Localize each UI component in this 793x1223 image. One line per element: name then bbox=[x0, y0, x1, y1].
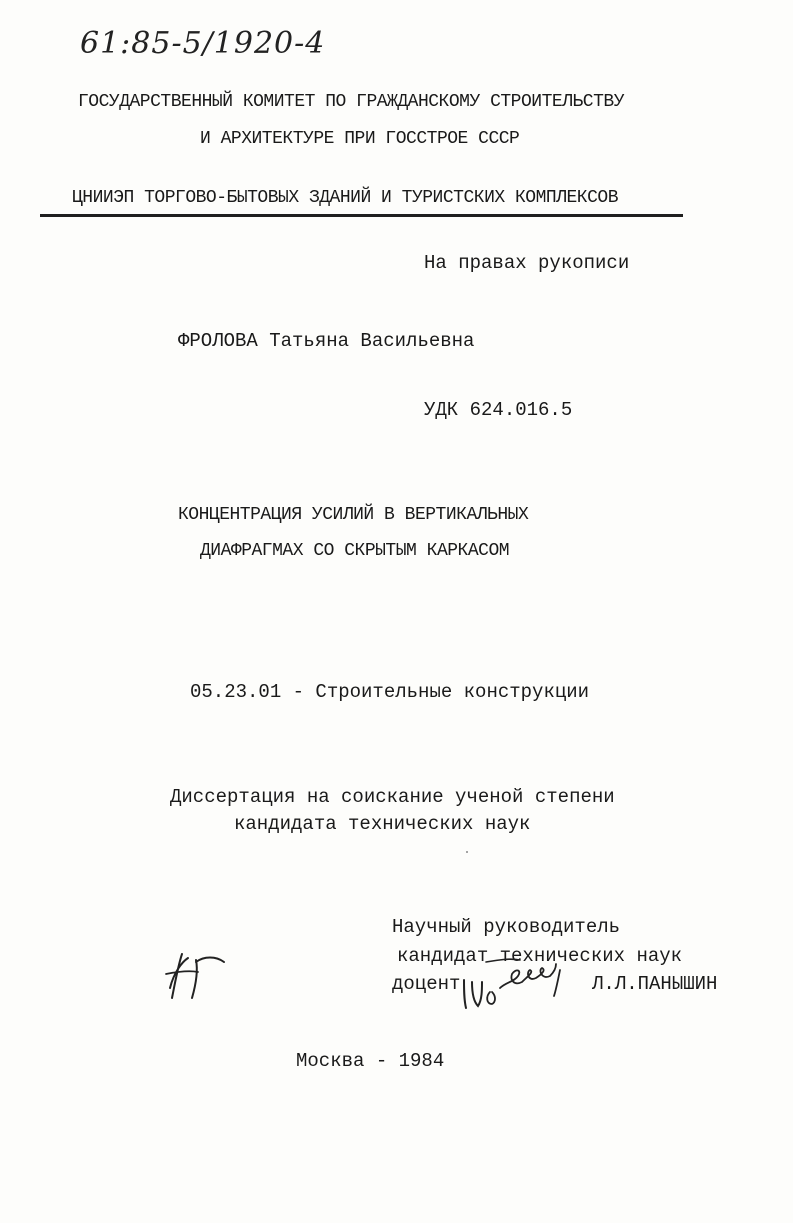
udc-code: УДК 624.016.5 bbox=[424, 399, 573, 421]
thesis-title-line-2: ДИАФРАГМАХ СО СКРЫТЫМ КАРКАСОМ bbox=[200, 541, 510, 561]
supervisor-name: Л.Л.ПАНЫШИН bbox=[592, 973, 718, 995]
institute-name: ЦНИИЭП ТОРГОВО-БЫТОВЫХ ЗДАНИЙ И ТУРИСТСКИХ КОМПЛЕКСОВ bbox=[72, 188, 618, 208]
supervisor-title: доцент bbox=[392, 973, 461, 995]
place-and-year: Москва - 1984 bbox=[296, 1050, 445, 1072]
committee-line-1: ГОСУДАРСТВЕННЫЙ КОМИТЕТ ПО ГРАЖДАНСКОМУ СТРОИТЕЛЬСТВУ bbox=[78, 92, 624, 112]
thesis-title-line-1: КОНЦЕНТРАЦИЯ УСИЛИЙ В ВЕРТИКАЛЬНЫХ bbox=[178, 505, 529, 525]
author-name: ФРОЛОВА Татьяна Васильевна bbox=[178, 330, 475, 352]
committee-line-2: И АРХИТЕКТУРЕ ПРИ ГОССТРОЕ СССР bbox=[200, 129, 520, 149]
supervisor-signature bbox=[456, 952, 576, 1016]
author-initials-signature bbox=[160, 948, 240, 1004]
header-divider bbox=[40, 214, 683, 217]
speck bbox=[466, 851, 468, 853]
dissertation-line-1: Диссертация на соискание ученой степени bbox=[170, 786, 615, 808]
archive-code-handwritten: 61:85-5/1920-4 bbox=[80, 26, 326, 61]
manuscript-note: На правах рукописи bbox=[424, 252, 630, 274]
supervisor-role: Научный руководитель bbox=[392, 916, 621, 938]
supervisor-degree: кандидат технических наук bbox=[397, 945, 683, 967]
specialty-code: 05.23.01 - Строительные конструкции bbox=[190, 681, 590, 703]
dissertation-line-2: кандидата технических наук bbox=[234, 813, 531, 835]
